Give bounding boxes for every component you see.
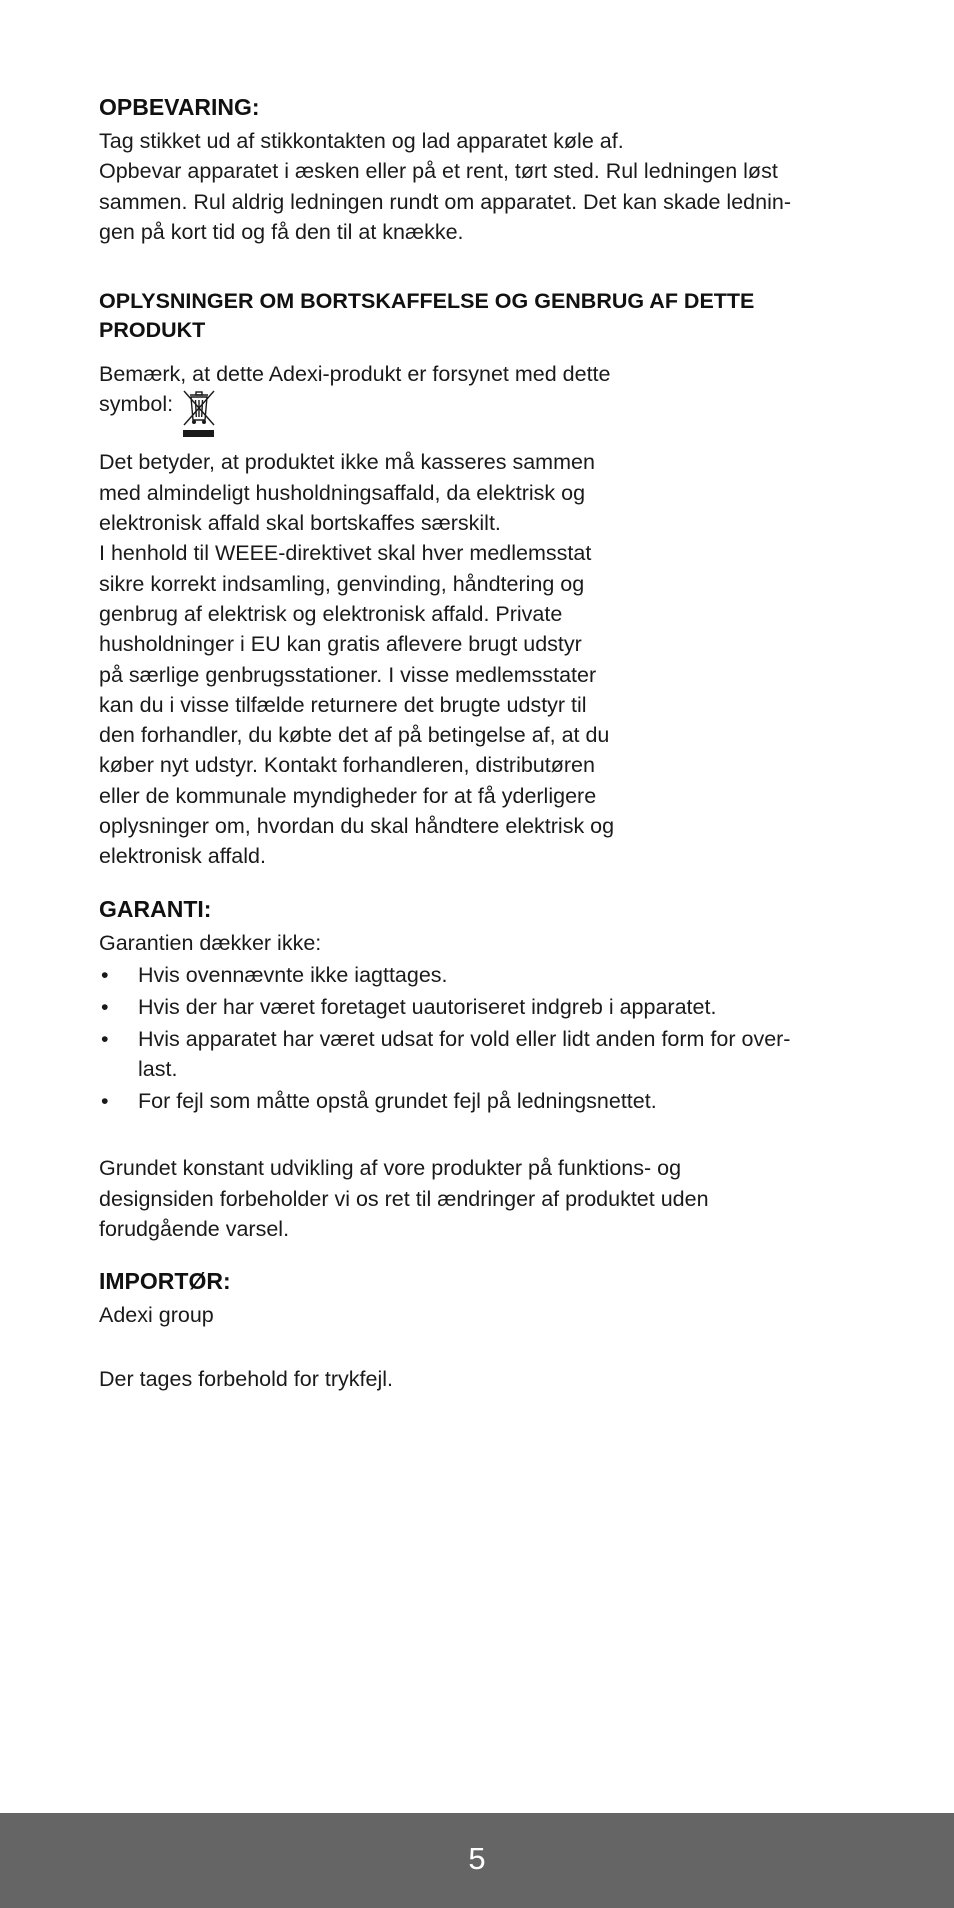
storage-heading: OPBEVARING:	[99, 94, 260, 120]
list-item-text: Hvis apparatet har været udsat for vold eller lidt anden form for over-	[138, 1026, 791, 1051]
bullet-marker: •	[101, 1026, 109, 1051]
list-item-text: For fejl som måtte opstå grundet fejl på ledningsnettet.	[138, 1088, 657, 1113]
development-line: forudgående varsel.	[99, 1217, 290, 1242]
importer-name: Adexi group	[99, 1303, 214, 1328]
disposal-heading-line: OPLYSNINGER OM BORTSKAFFELSE OG GENBRUG AF DETTE	[99, 289, 755, 314]
disposal-line: den forhandler, du købte det af på betingelse af, at du	[99, 723, 610, 748]
warranty-intro: Garantien dækker ikke:	[99, 930, 322, 955]
crossed-out-wheelie-bin-icon	[179, 387, 219, 439]
disposal-line: Det betyder, at produktet ikke må kasseres sammen	[99, 450, 595, 475]
list-item-text: Hvis der har været foretaget uautoriseret indgreb i apparatet.	[138, 994, 717, 1019]
symbol-line	[99, 389, 859, 439]
print-disclaimer: Der tages forbehold for trykfejl.	[99, 1366, 393, 1391]
importer-section	[99, 1266, 859, 1394]
disposal-line: køber nyt udstyr. Kontakt forhandleren, distributøren	[99, 753, 595, 778]
development-note	[99, 1153, 859, 1244]
list-item-text: last.	[138, 1056, 178, 1081]
page-number: 5	[468, 1841, 486, 1876]
storage-line: sammen. Rul aldrig ledningen rundt om apparatet. Det kan skade lednin-	[99, 189, 791, 214]
bullet-marker: •	[101, 994, 109, 1019]
warranty-heading: GARANTI:	[99, 895, 212, 922]
warranty-section	[99, 894, 859, 1245]
disposal-line: elektronisk affald skal bortskaffes særskilt.	[99, 511, 501, 536]
disposal-line: elektronisk affald.	[99, 844, 266, 869]
disposal-line: med almindeligt husholdningsaffald, da elektrisk og	[99, 480, 586, 505]
storage-line: Opbevar apparatet i æsken eller på et rent, tørt sted. Rul ledningen løst	[99, 159, 778, 184]
disposal-heading-line: PRODUKT	[99, 318, 206, 343]
disposal-section	[99, 287, 859, 871]
disposal-body	[99, 447, 689, 871]
disposal-line: husholdninger i EU kan gratis aflevere brugt udstyr	[99, 632, 582, 657]
bullet-marker: •	[101, 1088, 109, 1113]
disposal-line: kan du i visse tilfælde returnere det brugte udstyr til	[99, 692, 587, 717]
disposal-line: eller de kommunale myndigheder for at få yderligere	[99, 783, 597, 808]
list-item	[99, 992, 859, 1022]
storage-line: Tag stikket ud af stikkontakten og lad apparatet køle af.	[99, 129, 624, 153]
disposal-line: genbrug af elektrisk og elektronisk affald. Private	[99, 601, 563, 626]
disposal-line: I henhold til WEEE-direktivet skal hver medlemsstat	[99, 541, 592, 566]
list-item-text: Hvis ovennævnte ikke iagttages.	[138, 962, 448, 987]
list-item	[99, 1024, 859, 1085]
development-line: Grundet konstant udvikling af vore produkter på funktions- og	[99, 1156, 682, 1181]
warranty-exclusions-list	[99, 960, 859, 1116]
storage-line: gen på kort tid og få den til at knække.	[99, 219, 464, 244]
symbol-label: symbol:	[99, 392, 174, 417]
disposal-line: sikre korrekt indsamling, genvinding, håndtering og	[99, 571, 585, 596]
disposal-intro: Bemærk, at dette Adexi-produkt er forsynet med dette	[99, 362, 611, 387]
storage-section	[99, 92, 859, 247]
list-item	[99, 960, 859, 990]
page-footer	[0, 1813, 954, 1908]
disposal-line: oplysninger om, hvordan du skal håndtere elektrisk og	[99, 814, 615, 839]
importer-heading: IMPORTØR:	[99, 1268, 231, 1295]
document-content	[99, 92, 859, 1394]
disposal-line: på særlige genbrugsstationer. I visse medlemsstater	[99, 662, 597, 687]
list-item	[99, 1086, 859, 1116]
bullet-marker: •	[101, 962, 109, 987]
development-line: designsiden forbeholder vi os ret til ændringer af produktet uden	[99, 1186, 709, 1211]
